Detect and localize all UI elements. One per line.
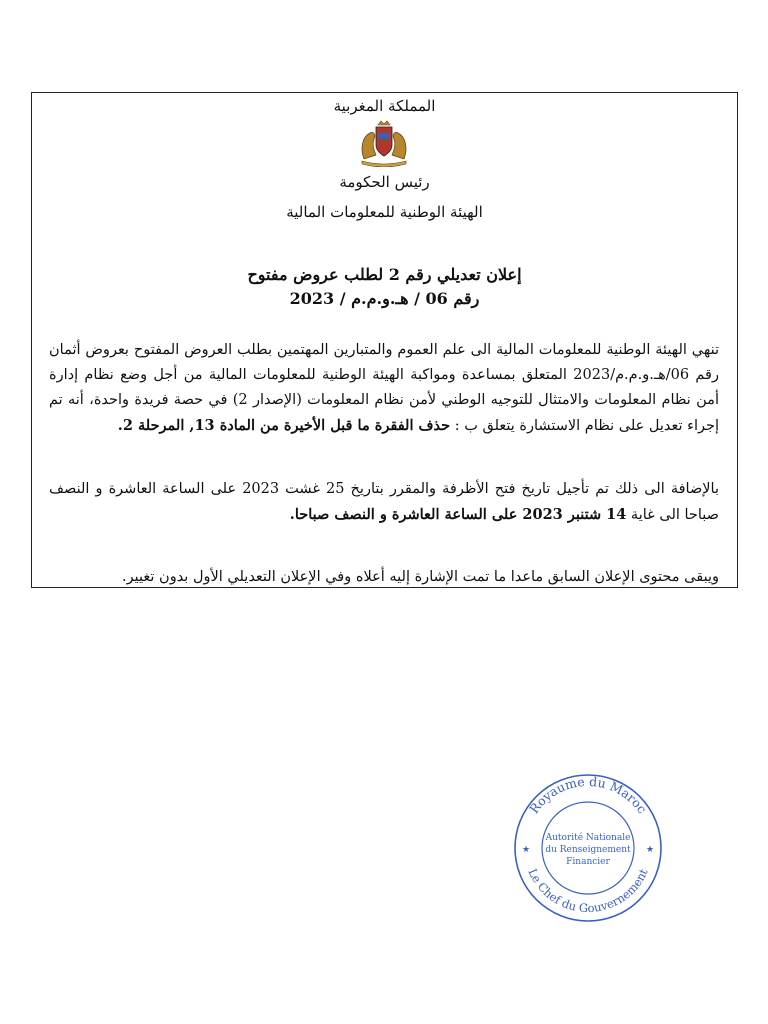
stamp-inner-line2: du Renseignement [545,845,631,855]
stamp-star-left: ★ [522,845,531,855]
announcement-reference: رقم 06 / هـ.و.م.م / 2023 [289,289,480,308]
stamp-inner-line3: Financier [566,857,610,867]
official-stamp [512,772,664,924]
kingdom-heading: المملكة المغربية [333,97,436,115]
authority-heading: الهيئة الوطنية للمعلومات المالية [286,203,483,221]
paragraph-postponement [49,477,719,528]
stamp-inner-line1: Autorité Nationale [545,833,631,843]
paragraph-amendment-bold: حذف الفقرة ما قبل الأخيرة من المادة 13, المرحلة 2. [117,417,451,434]
paragraph-unchanged: ويبقى محتوى الإعلان السابق ماعدا ما تمت الإشارة إليه أعلاه وفي الإعلان التعديلي الأول بدون تغيير. [122,569,719,585]
paragraph-postponement-text: بالإضافة الى ذلك تم تأجيل تاريخ فتح الأظرفة والمقرر بتاريخ 25 غشت 2023 على الساعة العاشرة و النصف صباحا الى غاية [49,481,719,523]
announcement-title: إعلان تعديلي رقم 2 لطلب عروض مفتوح [247,265,522,284]
stamp-star-right: ★ [646,845,655,855]
head-of-government-heading: رئيس الحكومة [339,173,430,191]
paragraph-postponement-bold: 14 شتنبر 2023 على الساعة العاشرة و النصف صباحا. [289,506,627,523]
stamp-outer-bottom-text: Le Chef du Gouvernement [525,866,651,916]
coat-of-arms-icon [354,119,414,167]
paragraph-amendment [49,338,719,439]
document-frame [31,92,738,588]
paragraph-amendment-text: تنهي الهيئة الوطنية للمعلومات المالية الى علم العموم والمتبارين المهتمين بطلب العروض المفتوح بعروض أثمان رقم 06/هـ.و.م.م/2023 المتعلق بمساعدة ومواكبة الهيئة الوطنية للمعلومات المالية من أجل وضع نظام إدارة أمن نظام المعلومات والامتثال للتوجيه الوطني لأمن نظام المعلومات (الإصدار 2) في حصة فريدة واحدة، أنه تم إجراء تعديل على نظام الاستشارة يتعلق ب : [49,342,719,434]
stamp-outer-top-text: Royaume du Maroc [526,773,650,817]
